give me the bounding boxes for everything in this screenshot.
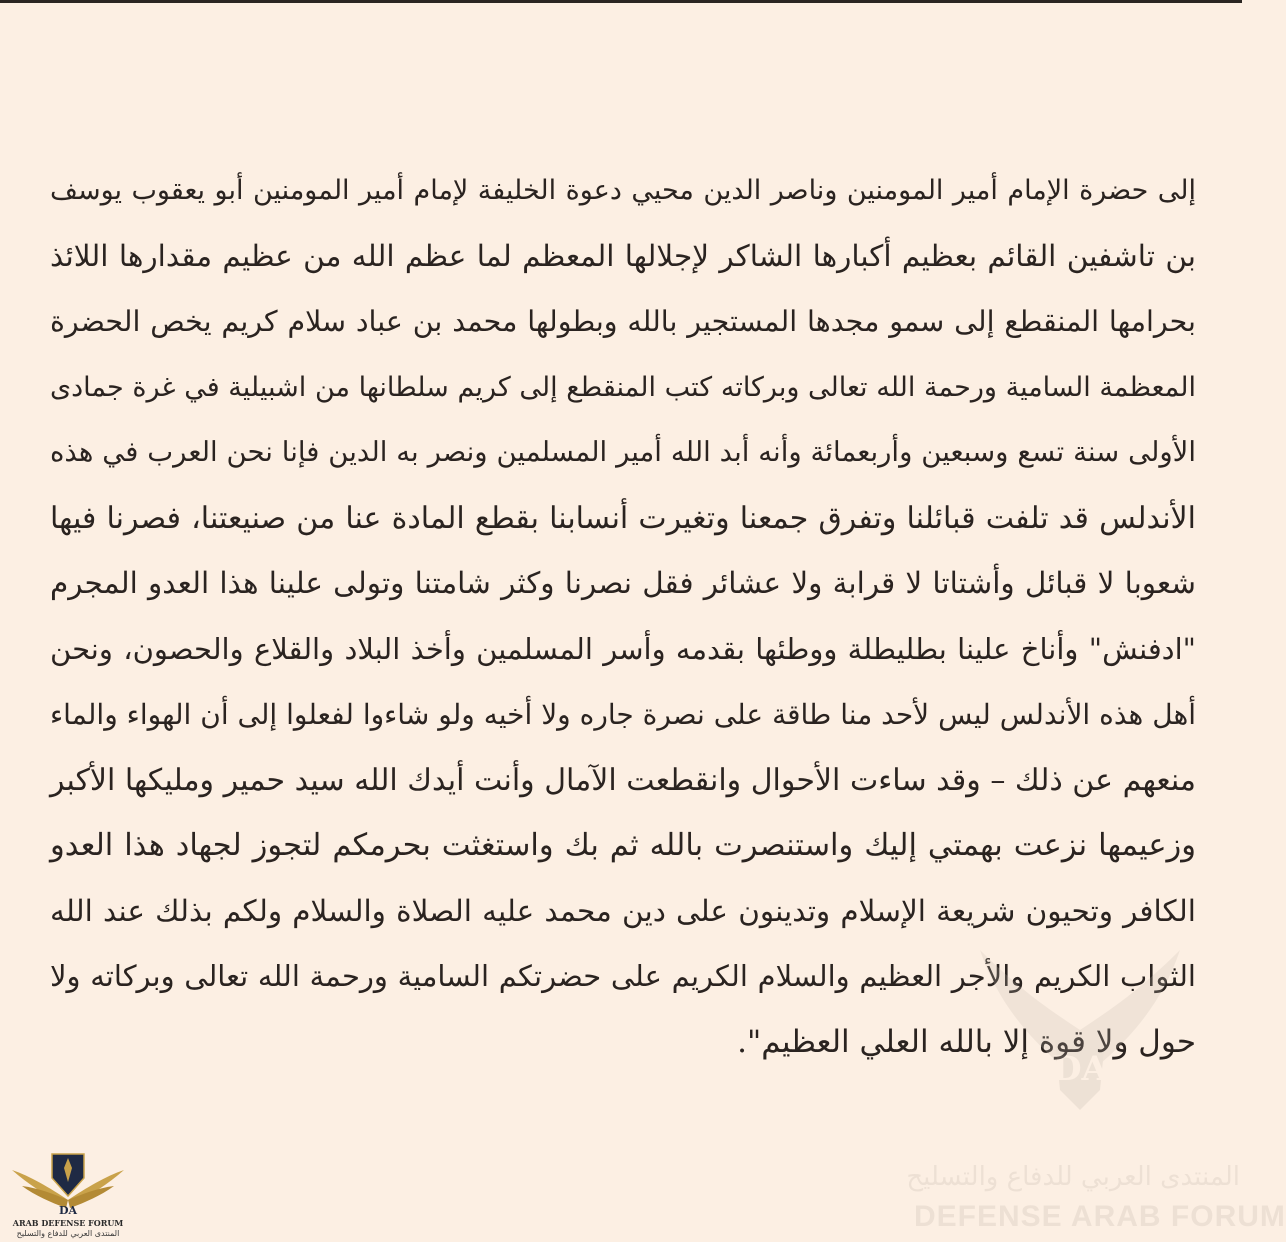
letter-line: بحرامها المنقطع إلى سمو مجدها المستجير بالله وبطولها محمد بن عباد سلام كريم يخص الحضرة	[50, 305, 1196, 338]
letter-line-closing: حول ولا قوة إلا بالله العلي العظيم".	[737, 1023, 1196, 1060]
logo-arabic-name: المنتدى العربي للدفاع والتسليح	[16, 1229, 120, 1238]
watermark-monogram: DA	[1052, 1049, 1108, 1089]
letter-line: وزعيمها نزعت بهمتي إليك واستنصرت بالله ثم بك واستغثت بحرمكم لتجوز لجهاد هذا العدو	[50, 828, 1196, 863]
letter-line: أهل هذه الأندلس ليس لأحد منا طاقة على نصرة جاره ولا أخيه ولو شاءوا لفعلوا إلى أن الهواء والماء	[50, 698, 1196, 731]
letter-body	[50, 158, 1196, 1075]
winged-shield-icon	[8, 1148, 128, 1218]
letter-line: منعهم عن ذلك – وقد ساءت الأحوال وانقطعت الآمال وأنت أيدك الله سيد حمير ومليكها الأكبر	[50, 762, 1196, 798]
letter-line: الأندلس قد تلفت قبائلنا وتفرق جمعنا وتغيرت أنسابنا بقطع المادة عنا من صنيعتنا، فصرنا فيها	[50, 500, 1196, 536]
logo-english-name: ARAB DEFENSE FORUM	[12, 1218, 124, 1228]
top-border	[0, 0, 1242, 3]
letter-line: "ادفنش" وأناخ علينا بطليطلة ووطئها بقدمه وأسر المسلمين وأخذ البلاد والقلاع والحصون، ونحن	[50, 631, 1196, 666]
letter-line: بن تاشفين القائم بعظيم أكبارها الشاكر لإجلالها المعظم لما عظم الله من عظيم مقدارها اللائذ	[50, 238, 1196, 273]
watermark-english-name: DEFENSE ARAB FORUM	[914, 1200, 1286, 1233]
letter-line: شعوبا لا قبائل وأشتاتا لا قرابة ولا عشائر فقل نصرنا وكثر شامتنا وتولى علينا هذا العدو المجرم	[50, 566, 1196, 600]
forum-logo	[8, 1148, 128, 1240]
letter-line: المعظمة السامية ورحمة الله تعالى وبركاته كتب المنقطع إلى كريم سلطانها من اشبيلية في غرة جمادى	[50, 371, 1196, 403]
letter-line: الثواب الكريم والأجر العظيم والسلام الكريم على حضرتكم السامية ورحمة الله تعالى وبركاته ولا	[50, 959, 1196, 993]
letter-line: الأولى سنة تسع وسبعين وأربعمائة وأنه أبد الله أمير المسلمين ونصر به الدين فإنا نحن العرب في هذه	[50, 436, 1196, 468]
watermark-arabic-name: المنتدى العربي للدفاع والتسليح	[906, 1162, 1240, 1192]
logo-monogram: DA	[58, 1204, 78, 1217]
letter-line: الكافر وتحيون شريعة الإسلام وتدينون على دين محمد عليه الصلاة والسلام ولكم بذلك عند الله	[50, 893, 1196, 928]
letter-line: إلى حضرة الإمام أمير المومنين وناصر الدين محيي دعوة الخليفة لإمام أمير المومنين أبو يعقوب يوسف	[50, 175, 1196, 206]
